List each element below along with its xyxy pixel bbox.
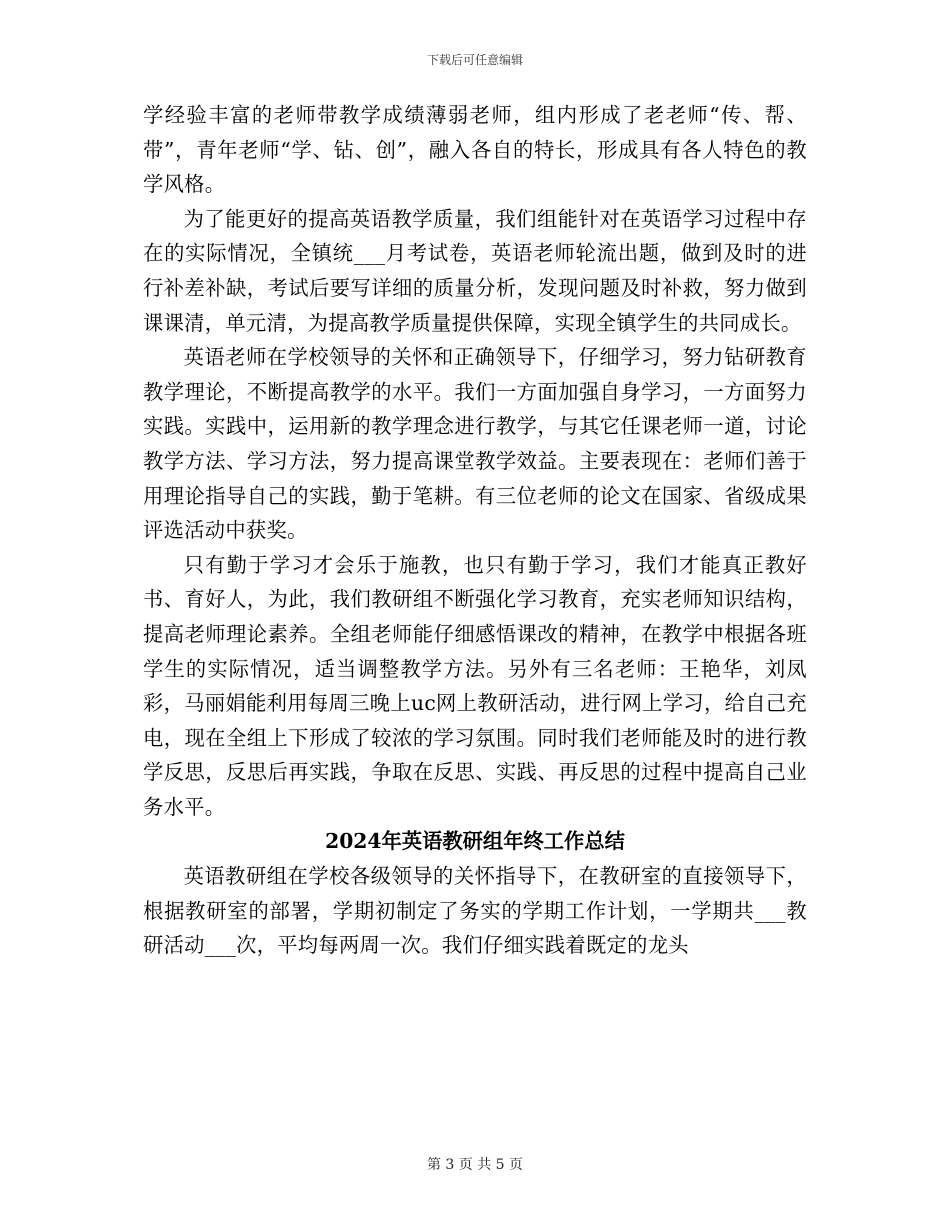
page-number: 第 3 页 共 5 页	[426, 1157, 524, 1173]
paragraph-quality: 为了能更好的提高英语教学质量，我们组能针对在英语学习过程中存在的实际情况，全镇统___月考试卷，英语老师轮流出题，做到及时的进行补差补缺，考试后要写详细的质量分析，发现问题及时补救，努力做到课课清，单元清，为提高教学质量提供保障，实现全镇学生的共同成长。	[143, 206, 807, 335]
paragraph-study: 只有勤于学习才会乐于施教，也只有勤于学习，我们才能真正教好书、育好人，为此，我们教研组不断强化学习教育，充实老师知识结构，提高老师理论素养。全组老师能仔细感悟课改的精神，在教学中根据各班学生的实际情况，适当调整教学方法。另外有三名老师：王艳华，刘凤彩，马丽娟能利用每周三晚上uc网上教研活动，进行网上学习，给自己充电，现在全组上下形成了较浓的学习氛围。同时我们老师能及时的进行教学反思，反思后再实践，争取在反思、实践、再反思的过程中提高自己业务水平。	[143, 552, 807, 819]
document-body	[143, 98, 807, 963]
section-title: 2024年英语教研组年终工作总结	[325, 829, 625, 854]
page-header: 下载后可任意编辑	[426, 53, 523, 67]
paragraph-theory: 英语老师在学校领导的关怀和正确领导下，仔细学习，努力钻研教育教学理论，不断提高教学的水平。我们一方面加强自身学习，一方面努力实践。实践中，运用新的教学理念进行教学，与其它任课老师一道，讨论教学方法、学习方法，努力提高课堂教学效益。主要表现在：老师们善于用理论指导自己的实践，勤于笔耕。有三位老师的论文在国家、省级成果评选活动中获奖。	[143, 345, 807, 543]
paragraph-summary: 英语教研组在学校各级领导的关怀指导下，在教研室的直接领导下，根据教研室的部署，学期初制定了务实的学期工作计划，一学期共___教研活动___次，平均每两周一次。我们仔细实践着既定的龙头	[143, 864, 807, 958]
paragraph-continued: 学经验丰富的老师带教学成绩薄弱老师，组内形成了老老师“传、帮、带”，青年老师“学、钻、创”，融入各自的特长，形成具有各人特色的教学风格。	[143, 103, 807, 197]
